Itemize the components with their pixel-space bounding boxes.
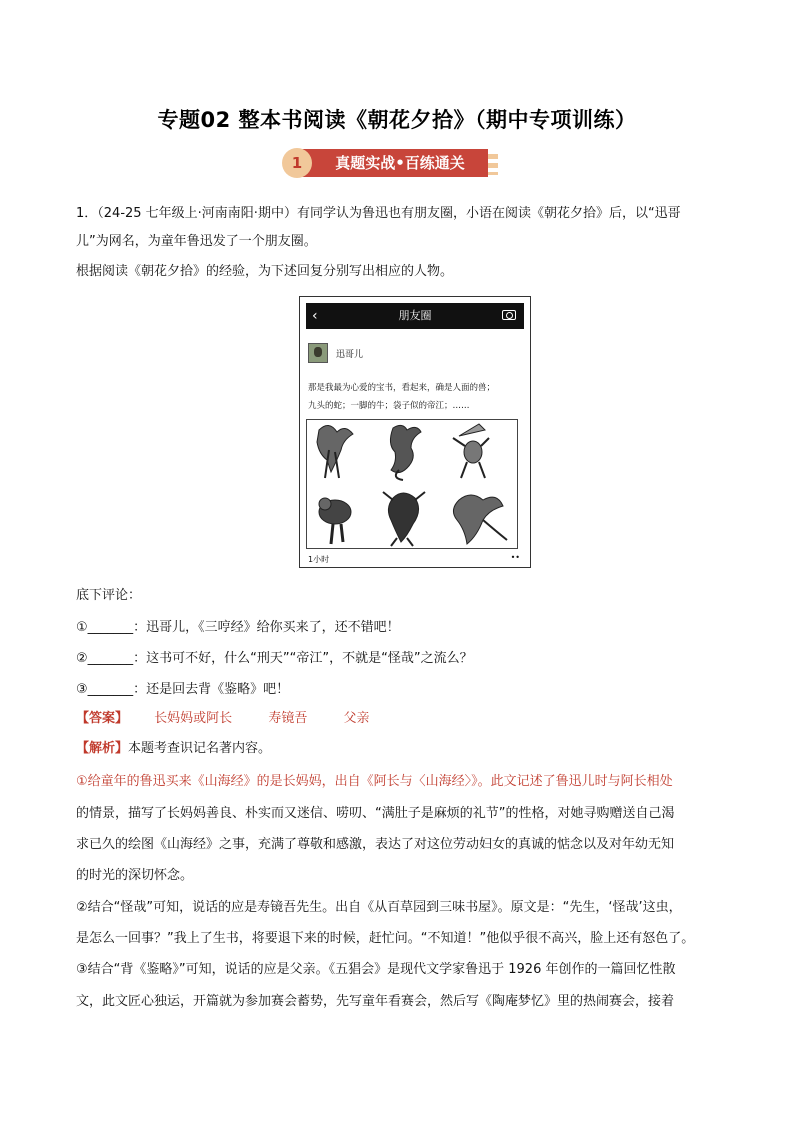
creature-xingtian <box>453 424 489 478</box>
analysis-p1-line-4: 的时光的深切怀念。 <box>76 868 194 883</box>
creature-one-legged-ox <box>319 498 351 544</box>
moments-time: 1小时 <box>308 555 330 564</box>
moments-post-text <box>308 379 526 415</box>
post-line-1: 那是我最为心爱的宝书，看起来，确是人面的兽； <box>308 383 496 393</box>
more-icon: •• <box>510 553 520 562</box>
creature-winged-beast <box>317 425 353 478</box>
creature-nine-headed-snake <box>390 425 421 480</box>
banner-decoration <box>488 163 498 168</box>
page-title: 专题02 整本书阅读《朝花夕拾》（期中专项训练） <box>157 108 637 132</box>
post-line-2: 九头的蛇；一脚的牛；袋子似的帝江；…… <box>308 401 470 411</box>
question-line-1: 1．（24-25 七年级上·河南南阳·期中）有同学认为鲁迅也有朋友圈，小语在阅读《朝花夕拾》后，以“迅哥 <box>76 206 681 221</box>
comment-3: ③_______：还是回去背《鉴略》吧！ <box>76 682 290 697</box>
analysis-p1-line-2: 的情景，描写了长妈妈善良、朴实而又迷信、唠叨、“满肚子是麻烦的礼节”的性格，对她寻购赠送自己渴 <box>76 806 675 821</box>
moments-header-title: 朋友圈 <box>398 309 432 322</box>
question-line-2: 儿”为网名，为童年鲁迅发了一个朋友圈。 <box>76 234 317 249</box>
moments-header <box>306 303 524 329</box>
section-banner <box>282 145 512 181</box>
banner-decoration <box>488 172 498 175</box>
answer-1: 长妈妈或阿长 <box>154 711 233 726</box>
comment-2: ②_______：这书可不好，什么“刑天”“帝江”，不就是“怪哉”之流么？ <box>76 651 473 666</box>
banner-text: 真题实战•百练通关 <box>298 149 488 177</box>
analysis-p3-line-1: ③结合“背《鉴略》”可知，说话的应是父亲。《五猖会》是现代文学家鲁迅于 1926 年创作的一篇回忆性散 <box>76 962 676 977</box>
analysis-row <box>76 735 726 763</box>
analysis-p3-line-2: 文，此文匠心独运，开篇就为参加赛会蓄势，先写童年看赛会，然后写《陶庵梦忆》里的热闹赛会，接着 <box>76 994 675 1009</box>
creature-illustrations-svg <box>307 420 519 550</box>
avatar <box>308 343 328 363</box>
analysis-label: 【解析】 <box>76 741 129 756</box>
analysis-intro: 本题考查识记名著内容。 <box>128 741 272 756</box>
banner-decoration <box>488 154 498 159</box>
answer-2: 寿镜吾 <box>268 711 308 726</box>
analysis-p2-line-2: 是怎么一回事？”我上了生书，将要退下来的时候，赶忙问。“不知道！”他似乎很不高兴，脸上还有怒色了。 <box>76 931 695 946</box>
analysis-p2-line-1: ②结合“怪哉”可知，说话的应是寿镜吾先生。出自《从百草园到三味书屋》。原文是：“先生，‘怪哉’这虫， <box>76 900 682 915</box>
question-line-3: 根据阅读《朝花夕拾》的经验，为下述回复分别写出相应的人物。 <box>76 264 454 279</box>
banner-number: 1 <box>282 148 312 178</box>
creature-dijiang <box>383 492 425 546</box>
creature-phoenix <box>453 495 507 544</box>
answer-label: 【答案】 <box>76 711 129 726</box>
analysis-p1-line-3: 求已久的绘图《山海经》之事，充满了尊敬和感激，表达了对这位劳动妇女的真诚的惦念以及对年幼无知 <box>76 837 675 852</box>
creature-illustrations <box>306 419 518 549</box>
answer-3: 父亲 <box>343 711 370 726</box>
moments-username: 迅哥儿 <box>336 350 364 360</box>
comment-1: ①_______：迅哥儿，《三哼经》给你买来了，还不错吧！ <box>76 620 400 635</box>
comments-heading: 底下评论： <box>76 588 142 603</box>
answer-row <box>76 705 726 733</box>
analysis-p1-line-1: ①给童年的鲁迅买来《山海经》的是长妈妈，出自《阿长与〈山海经〉》。此文记述了鲁迅儿时与阿长相处 <box>76 774 673 789</box>
camera-icon <box>502 310 516 320</box>
moments-figure <box>299 296 531 568</box>
back-arrow-icon: ‹ <box>312 308 318 324</box>
